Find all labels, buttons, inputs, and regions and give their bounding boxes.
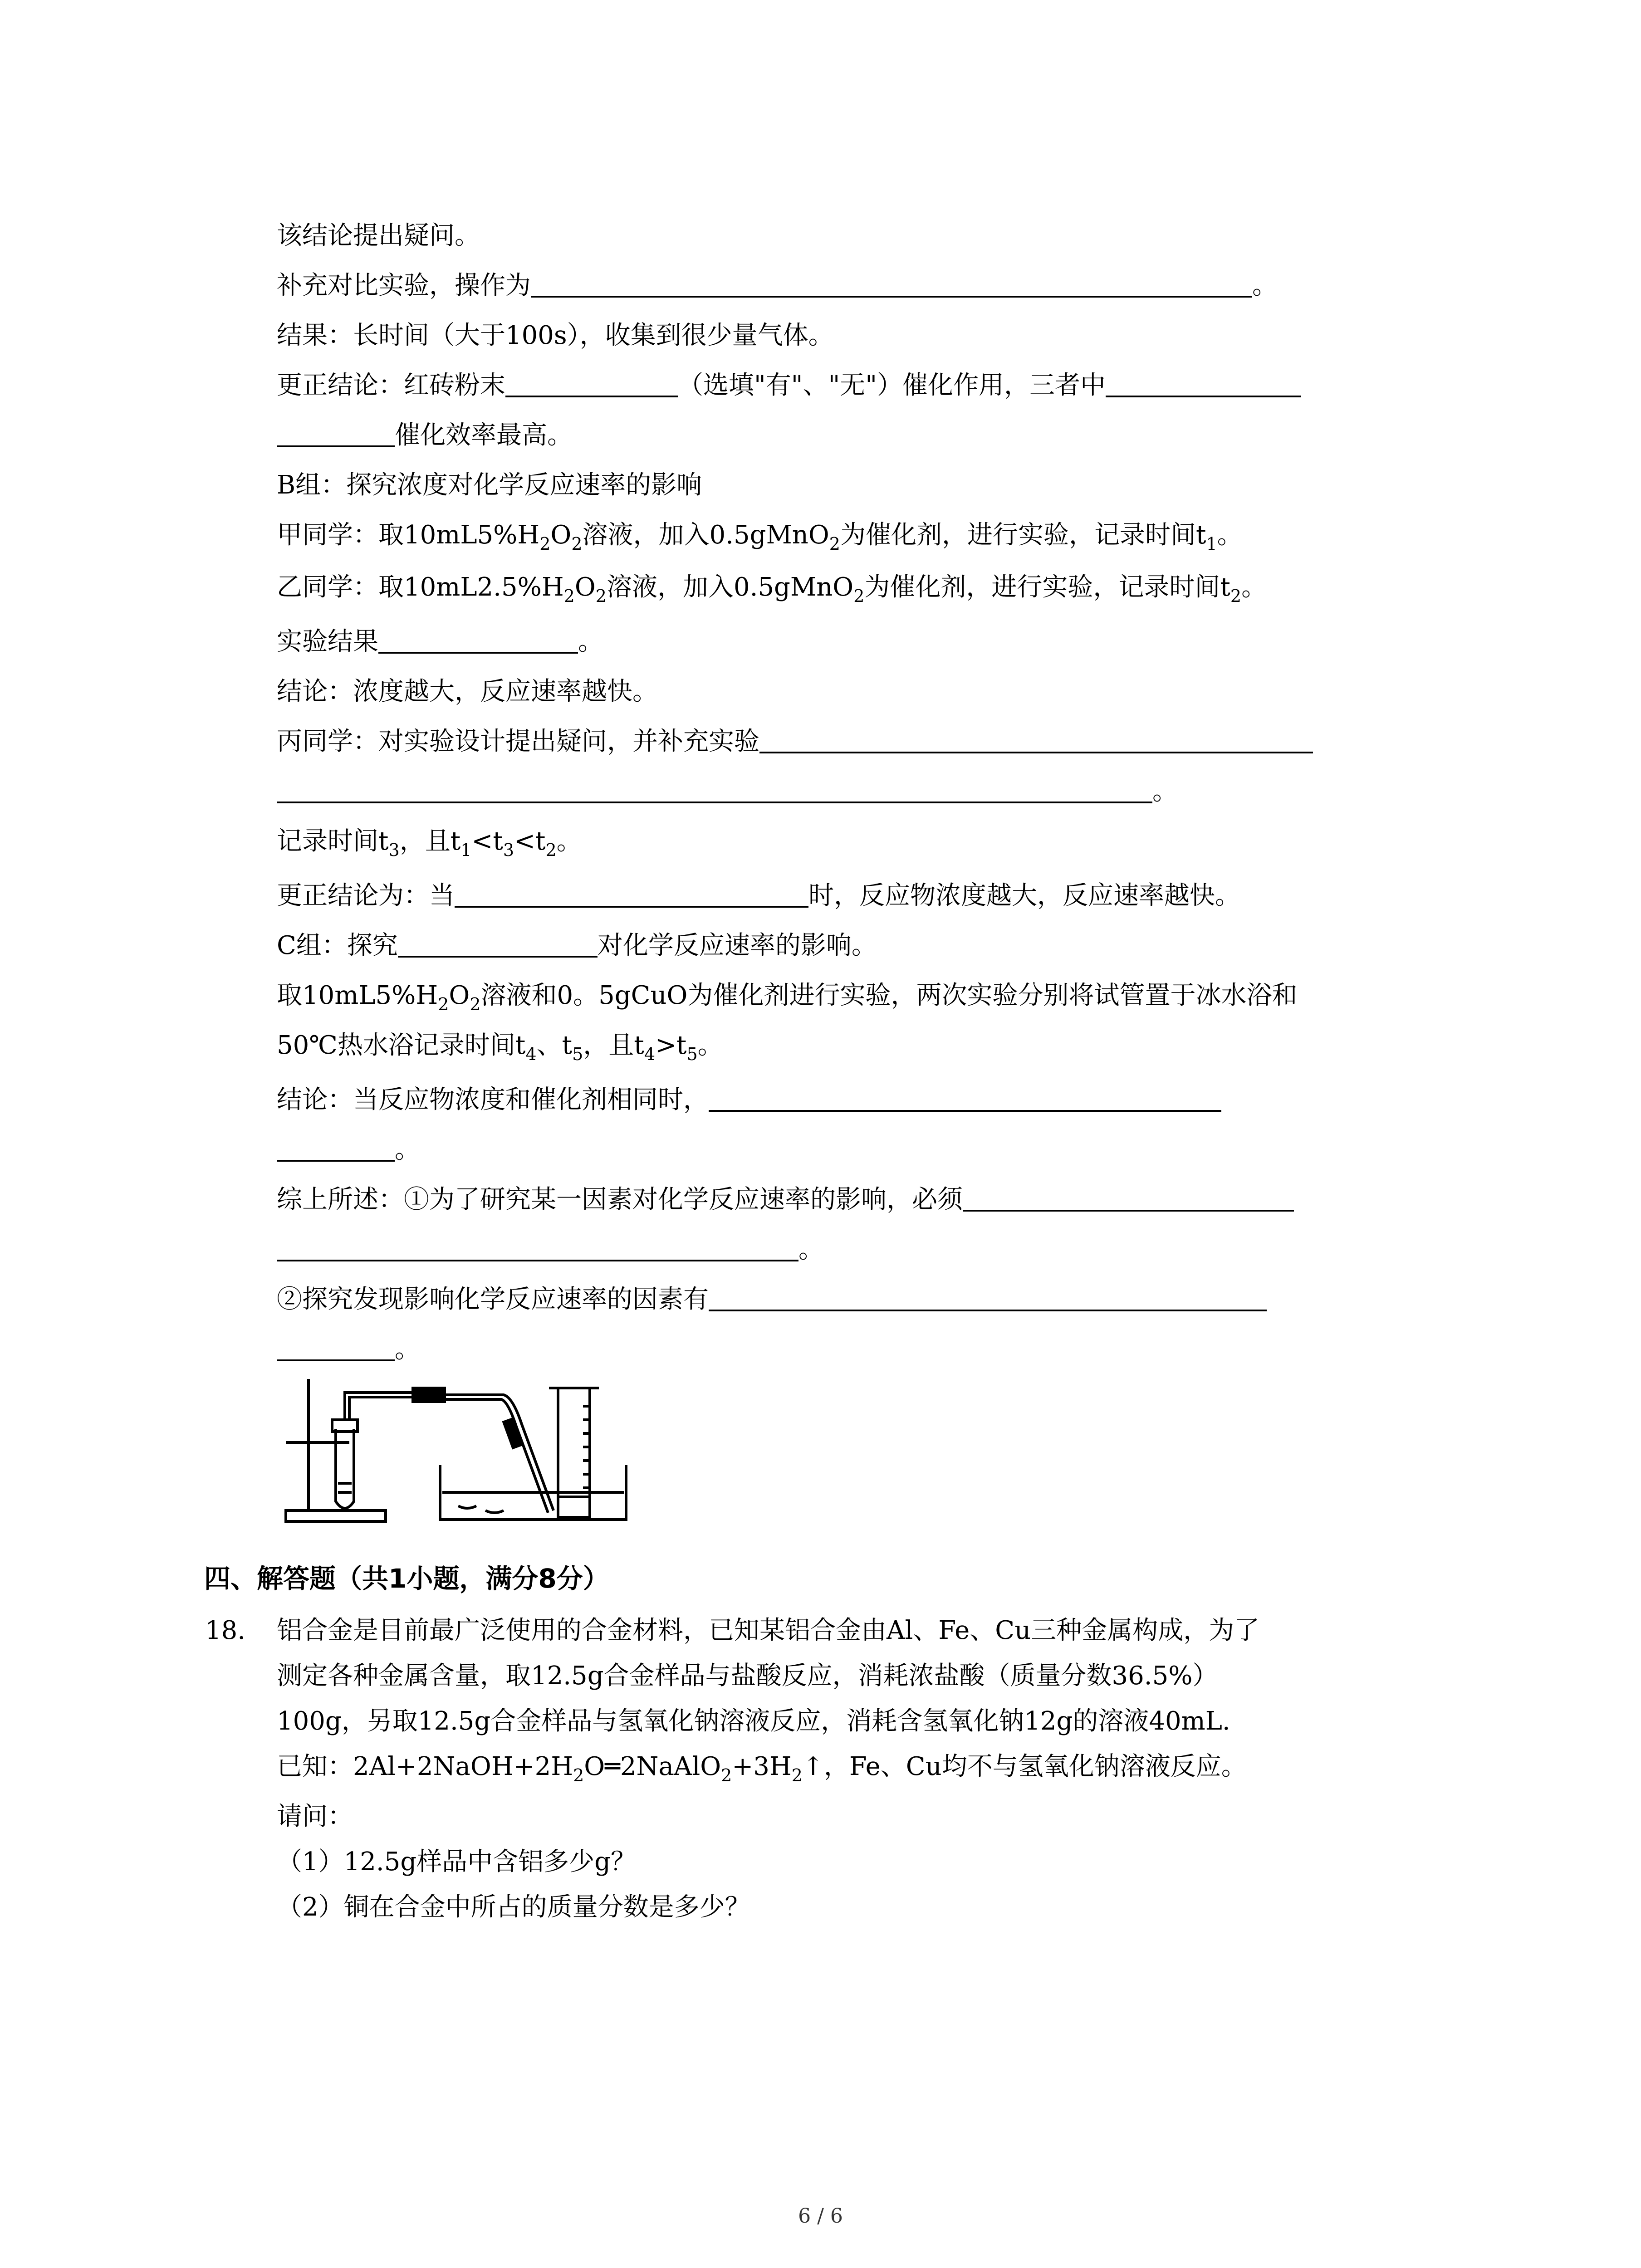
text-line: 实验结果 。	[277, 627, 603, 656]
question-text: 测定各种金属含量，取12.5g合金样品与盐酸反应，消耗浓盐酸（质量分数36.5%）	[277, 1661, 1218, 1691]
text-line: 结论：当反应物浓度和催化剂相同时，	[277, 1082, 1221, 1118]
text-line: 催化效率最高。	[277, 417, 573, 454]
text-line: 该结论提出疑问。	[277, 221, 480, 250]
answer-blank[interactable]	[277, 1234, 798, 1261]
text-line: 。	[277, 1132, 420, 1168]
text-line: 50℃热水浴记录时间$t_4$、$t_5$，且$t_4>t_5$。	[277, 1031, 723, 1064]
answer-blank[interactable]	[709, 1085, 1221, 1112]
section-title: 四、解答题（共1小题，满分8分）	[204, 1563, 609, 1594]
answer-blank[interactable]	[709, 1284, 1267, 1311]
question-number: 18.	[205, 1616, 246, 1645]
answer-blank[interactable]	[505, 370, 678, 397]
answer-blank[interactable]	[277, 776, 1152, 803]
text-line: 更正结论为：当 时，反应物浓度越大，反应速率越快。	[277, 881, 1240, 910]
answer-blank[interactable]	[277, 1134, 395, 1162]
question-text: 铝合金是目前最广泛使用的合金材料，已知某铝合金由Al、Fe、Cu三种金属构成，为了	[277, 1616, 1260, 1645]
text-line: 。	[277, 1331, 420, 1368]
text-line: 记录时间$t_3$，且$t_1<t_3<t_2$。	[277, 826, 582, 860]
answer-blank[interactable]	[1106, 370, 1301, 397]
text-line: 综上所述：①为了研究某一因素对化学反应速率的影响，必须	[277, 1182, 1294, 1218]
answer-blank[interactable]	[398, 930, 598, 958]
answer-blank[interactable]	[277, 1334, 395, 1361]
text-line: 。	[277, 773, 1178, 810]
sub-question: （2）铜在合金中所占的质量分数是多少？	[277, 1892, 750, 1922]
question-text: 已知：$2Al+2NaOH+2H_2O═2NaAlO_2+3H_2↑$，Fe、Cu均不与氢氧化钠溶液反应。	[277, 1752, 1247, 1785]
answer-blank[interactable]	[455, 880, 808, 908]
question-text: 请问：	[277, 1802, 353, 1831]
answer-blank[interactable]	[531, 270, 1252, 298]
text-line: 更正结论：红砖粉末 （选填"有"、"无"）催化作用，三者中	[277, 367, 1301, 404]
text-line: 乙同学：取$10mL2.5\%H_2O_2$溶液，加入0.5gMnO$_2$为催化剂，进行实验，记录时间$t_2$。	[277, 572, 1267, 606]
answer-blank[interactable]	[378, 626, 578, 654]
answer-blank[interactable]	[759, 726, 1313, 753]
text-line: ②探究发现影响化学反应速率的因素有	[277, 1281, 1267, 1318]
text-line: B组：探究浓度对化学反应速率的影响	[277, 470, 702, 500]
text-line: 丙同学：对实验设计提出疑问，并补充实验	[277, 723, 1313, 760]
text-line: C组：探究 对化学反应速率的影响。	[277, 931, 877, 960]
text-line: 结果：长时间（大于100s），收集到很少量气体。	[277, 321, 834, 350]
question-text: 100g，另取12.5g合金样品与氢氧化钠溶液反应，消耗含氢氧化钠12g的溶液40mL.	[277, 1706, 1230, 1736]
text-line: 结论：浓度越大，反应速率越快。	[277, 677, 658, 706]
text-line: 取$10mL5\%H_2O_2$溶液和0。5gCuO为催化剂进行实验，两次实验分别将试管置于冰水浴和	[277, 981, 1298, 1014]
answer-blank[interactable]	[277, 420, 395, 447]
answer-blank[interactable]	[963, 1184, 1294, 1212]
apparatus-figure	[277, 1374, 844, 1524]
text-line: 。	[277, 1232, 824, 1268]
text-line: 补充对比实验，操作为 。	[277, 271, 1278, 300]
sub-question: （1）12.5g样品中含铝多少g？	[277, 1847, 637, 1877]
page-number: 6 / 6	[798, 2204, 843, 2228]
text-line: 甲同学：取$10mL5\%H_2O_2$溶液，加入0.5gMnO$_2$为催化剂，进行实验，记录时间$t_1$。	[277, 520, 1243, 554]
